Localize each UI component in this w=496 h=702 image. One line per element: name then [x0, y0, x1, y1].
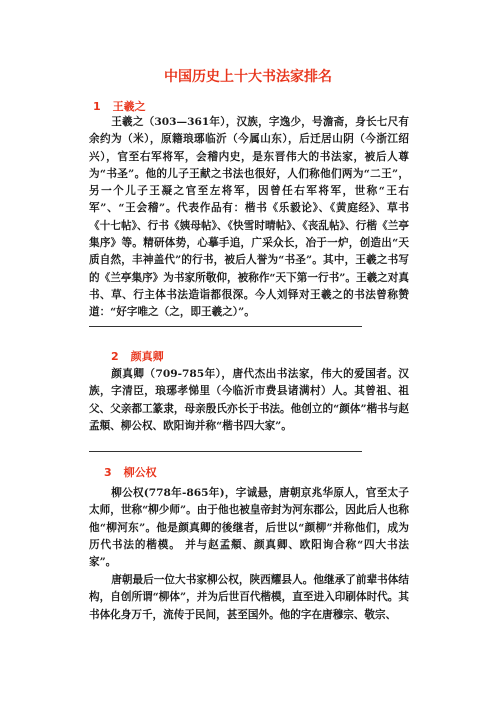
section-heading-1	[93, 98, 146, 114]
document-title: 中国历史上十大书法家排名	[164, 69, 332, 85]
section-number: 2	[111, 350, 119, 363]
section-paragraph: 颜真卿（709-785年），唐代杰出书法家，伟大的爱国者。汉族，字清臣，琅琊孝悌里（今临沂市费县诸满村）人。其曾祖、祖父、父亲都工篆隶，母亲殷氏亦长于书法。他创立的“颜体”楷书与赵孟頫、柳公权、欧阳询并称“楷书四大家”。	[89, 368, 409, 432]
separator-line	[89, 451, 362, 452]
section-name: 王羲之	[112, 100, 146, 113]
section-paragraph: 柳公权(778年-865年)，字诚悬，唐朝京兆华原人，官至太子太师，世称“柳少师”。由于他也被皇帝封为河东郡公，因此后人也称他“柳河东”。他是颜真卿的後继者，后世以“颜柳”并称他们，成为历代书法的楷模。 并与赵孟頫、颜真卿、欧阳询合称“四大书法家”。	[89, 487, 409, 569]
separator-line	[89, 326, 362, 327]
section-number: 3	[104, 466, 112, 479]
section-name: 颜真卿	[130, 350, 164, 363]
section-name: 柳公权	[123, 466, 157, 479]
section-paragraph: 唐朝最后一位大书家柳公权，陕西耀县人。他继承了前辈书体结构，自创所谓“柳体”，并为后世百代楷模，直至进入印刷体时代。其书体化身万千，流传于民间，甚至国外。他的字在唐穆宗、敬宗、	[89, 574, 409, 621]
section-heading-3	[104, 464, 157, 480]
section-paragraph: 王羲之（303—361年），汉族，字逸少，号澹斋，身长七尺有余约为（米），原籍琅琊临沂（今属山东），后迁居山阴（今浙江绍兴），官至右军将军，会稽内史，是东晋伟大的书法家，被后人尊为“书圣”。他的儿子王献之书法也很好，人们称他们两为“二王”，另一个儿子王凝之官至左将军，因曾任右军将军，世称“王右军”、“王会稽”。代表作品有：楷书《乐毅论》、《黄庭经》、草书《十七帖》、行书《姨母帖》、《快雪时晴帖》、《丧乱帖》、行楷《兰亭集序》等。精研体势，心摹手追，广采众长，冶于一炉，创造出“天质自然，丰神盖代”的行书，被后人誉为“书圣”。其中，王羲之书写的《兰亭集序》为书家所敬仰，被称作“天下第一行书”。王羲之对真书、草、行主体书法造诣都很深。今人刘铎对王羲之的书法曾称赞道：“好字唯之（之，即王羲之）”。	[89, 116, 409, 319]
section-heading-2	[111, 348, 164, 364]
section-number: 1	[93, 100, 101, 113]
